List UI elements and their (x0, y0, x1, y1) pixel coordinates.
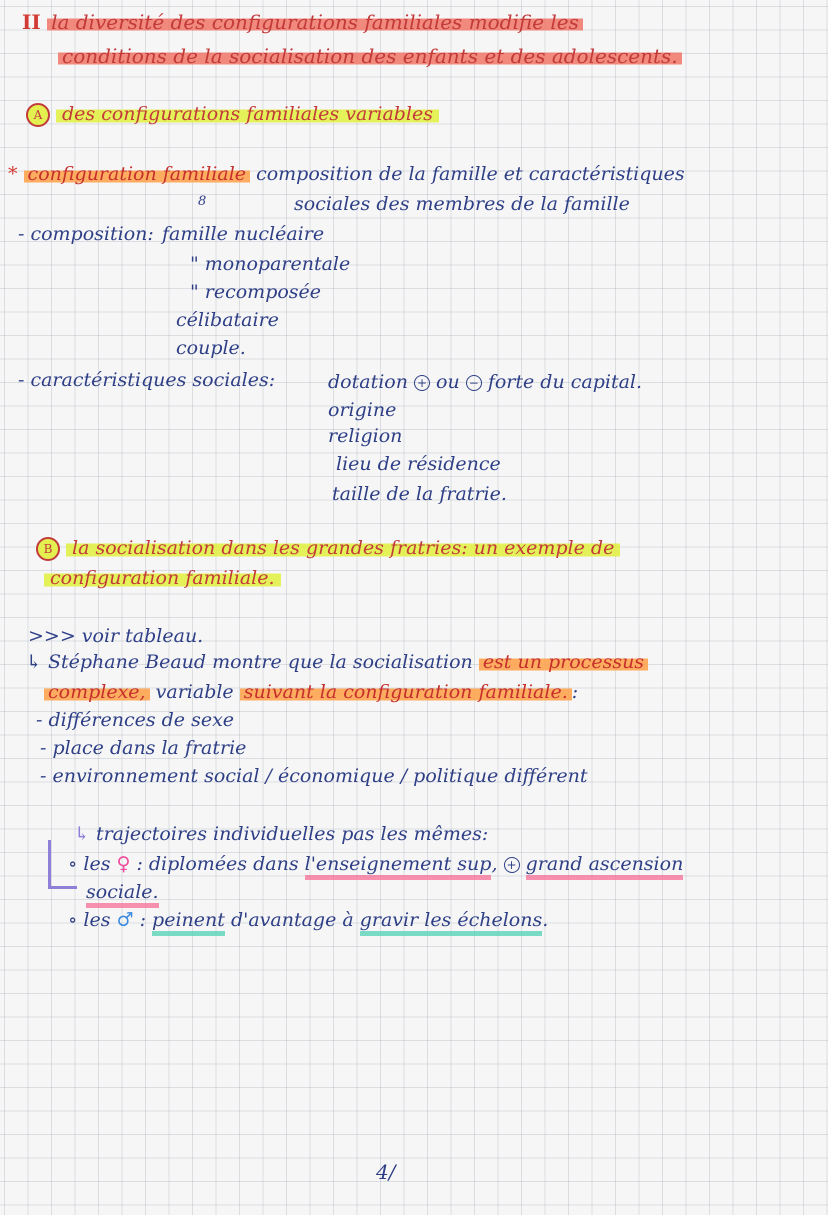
definition-line-1 (8, 162, 685, 186)
definition-text-2: sociales des membres de la famille (294, 193, 630, 215)
characteristics-first (328, 370, 642, 394)
female-text: : diplomées dans (136, 853, 299, 875)
female-underline-1: l'enseignement sup (305, 853, 492, 880)
section-b-title-2 (44, 566, 281, 590)
difference-item: - environnement social / économique / politique différent (40, 765, 588, 787)
page-number: 4/ (376, 1160, 396, 1184)
thesis-highlight-1: est un processus (479, 651, 648, 673)
thesis-mid: variable (155, 681, 234, 703)
thesis-highlight-2: complexe, (44, 681, 150, 703)
male-symbol-icon: ♂ (116, 909, 134, 931)
characteristics-label: - caractéristiques sociales: (18, 369, 276, 391)
characteristics-item: religion (328, 425, 403, 447)
characteristics-first-post: forte du capital. (487, 371, 643, 393)
thesis-line-1 (26, 650, 648, 674)
bullet-icon: ∘ (68, 853, 78, 875)
female-underline-3: sociale. (86, 881, 159, 908)
section-b-badge: B (36, 537, 60, 561)
composition-item: " recomposée (190, 281, 322, 303)
male-line (68, 908, 548, 932)
composition-item: famille nucléaire (162, 223, 325, 245)
heading-line-1 (22, 10, 583, 34)
male-end: . (542, 909, 549, 931)
female-symbol-icon: ♀ (116, 853, 131, 875)
section-a-label: des configurations familiales variables (56, 103, 439, 125)
characteristics-or: ou (436, 371, 460, 393)
section-b-title-1 (36, 536, 620, 561)
bullet-icon: ∘ (68, 909, 78, 931)
male-mid: d'avantage à (230, 909, 354, 931)
heading-text-1: la diversité des configurations familiales modifie les (47, 10, 583, 34)
female-underline-2: grand ascension (526, 853, 684, 880)
composition-label: - composition: (18, 223, 154, 245)
difference-item: - place dans la fratrie (40, 737, 247, 759)
heading-text-2: conditions de la socialisation des enfants et des adolescents. (58, 44, 682, 68)
definition-term: configuration familiale (24, 163, 250, 185)
characteristics-item: lieu de résidence (336, 453, 501, 475)
minus-icon: − (466, 375, 482, 391)
characteristics-item: origine (328, 399, 397, 421)
trajectories-intro (74, 822, 488, 846)
composition-item: célibataire (176, 309, 279, 331)
thesis-line-2 (44, 680, 578, 704)
arrow-icon: ↳ (26, 651, 42, 673)
female-line: ∘ les ♀ : diplomées dans l'enseignement sup, + grand ascension (68, 852, 683, 876)
asterisk-icon: * (8, 163, 18, 185)
male-underline-2: gravir les échelons (360, 909, 543, 936)
female-line-2 (86, 880, 159, 904)
composition-item: " monoparentale (190, 253, 351, 275)
characteristics-first-pre: dotation (328, 371, 408, 393)
male-colon: : (139, 909, 146, 931)
section-a-title (26, 102, 439, 127)
plus-icon: + (414, 375, 430, 391)
heading-line-2 (58, 44, 682, 68)
female-prefix: les (83, 853, 111, 875)
definition-text-1: composition de la famille et caractéristiques (256, 163, 685, 185)
plus-icon: + (504, 857, 520, 873)
composition-item: couple. (176, 337, 246, 359)
male-underline-1: peinent (152, 909, 225, 936)
section-b-label-1: la socialisation dans les grandes fratries: un exemple de (66, 537, 620, 559)
thesis-text: Stéphane Beaud montre que la socialisation (47, 651, 473, 673)
characteristics-item: taille de la fratrie. (332, 483, 507, 505)
male-prefix: les (83, 909, 111, 931)
see-table-note: >>> voir tableau. (28, 625, 204, 647)
section-b-label-2: configuration familiale. (44, 567, 281, 589)
arrow-icon: ↳ (74, 823, 90, 845)
thesis-highlight-3: suivant la configuration familiale. (240, 681, 572, 703)
difference-item: - différences de sexe (36, 709, 235, 731)
thesis-colon: : (571, 681, 579, 703)
definition-mark: 8 (198, 194, 207, 209)
heading-numeral: II (22, 10, 41, 34)
trajectories-text: trajectoires individuelles pas les mêmes: (95, 823, 489, 845)
section-a-badge: A (26, 103, 50, 127)
